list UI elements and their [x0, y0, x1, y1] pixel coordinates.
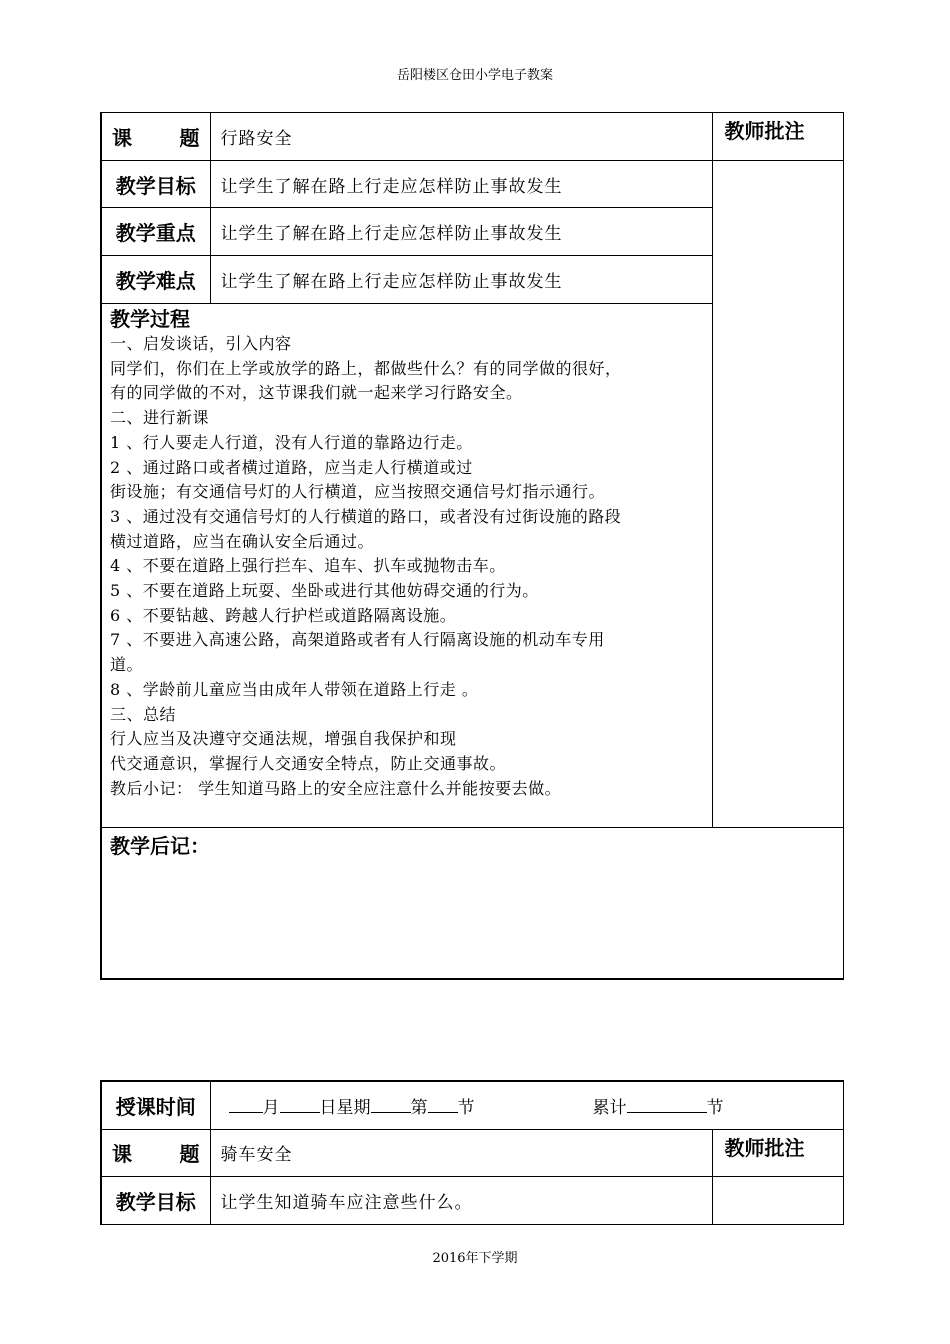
teacher-note-label-2: 教师批注 [712, 1129, 843, 1176]
goal-value: 让学生了解在路上行走应怎样防止事故发生 [210, 161, 712, 208]
process-lines [110, 332, 706, 801]
process-line: 三、总结 [110, 704, 177, 724]
process-line: 教后小记： 学生知道马路上的安全应注意什么并能按要去做。 [110, 778, 562, 798]
day-blank [280, 1094, 320, 1113]
process-line: 2 、通过路口或者横过道路，应当走人行横道或过 [110, 457, 473, 477]
topic-value-2: 骑车安全 [210, 1129, 712, 1176]
process-line: 二、进行新课 [110, 408, 210, 428]
teaching-process [101, 304, 712, 828]
difficulty-value: 让学生了解在路上行走应怎样防止事故发生 [210, 256, 712, 304]
month-text: 月 [262, 1097, 280, 1118]
key-point-label: 教学重点 [101, 208, 210, 256]
period-prefix: 第 [410, 1097, 428, 1118]
goal-label-2: 教学目标 [101, 1176, 210, 1224]
difficulty-label: 教学难点 [101, 256, 210, 304]
month-blank [229, 1094, 263, 1113]
process-line: 3 、通过没有交通信号灯的人行横道的路口，或者没有过街设施的路段 [110, 506, 622, 526]
process-line: 4 、不要在道路上强行拦车、追车、扒车或抛物击车。 [110, 556, 506, 576]
total-text: 累计 [592, 1097, 627, 1118]
process-line: 5 、不要在道路上玩耍、坐卧或进行其他妨碍交通的行为。 [110, 581, 539, 601]
process-line: 道。 [110, 655, 144, 675]
teacher-note-label: 教师批注 [712, 113, 843, 161]
goal-value-2: 让学生知道骑车应注意些什么。 [210, 1176, 712, 1224]
goal-label: 教学目标 [101, 161, 210, 208]
process-line: 同学们，你们在上学或放学的路上，都做些什么？有的同学做的很好， [110, 358, 622, 378]
teacher-note-area-2 [712, 1176, 843, 1224]
time-label: 授课时间 [101, 1081, 210, 1129]
period-blank [428, 1094, 458, 1113]
process-line: 街设施；有交通信号灯的人行横道，应当按照交通信号灯指示通行。 [110, 482, 606, 502]
process-heading: 教学过程 [110, 307, 190, 331]
process-line: 7 、不要进入高速公路，高架道路或者有人行隔离设施的机动车专用 [110, 630, 605, 650]
process-line: 一、启发谈话，引入内容 [110, 334, 292, 353]
lesson-plan-table-1 [100, 112, 844, 980]
process-line: 代交通意识，掌握行人交通安全特点，防止交通事故。 [110, 753, 507, 773]
process-line: 横过道路，应当在确认安全后通过。 [110, 531, 375, 551]
page-footer: 2016年下学期 [432, 1251, 518, 1266]
weekday-blank [371, 1094, 411, 1113]
period-text: 节 [457, 1097, 475, 1118]
page-header: 岳阳楼区仓田小学电子教案 [396, 68, 553, 83]
lesson-plan-table-2 [100, 1080, 844, 1225]
process-line: 1 、行人要走人行道，没有人行道的靠路边行走。 [110, 432, 473, 452]
topic-label: 课 题 [101, 113, 210, 161]
process-line: 8 、学龄前儿童应当由成年人带领在道路上行走 。 [110, 679, 479, 699]
postscript-label: 教学后记： [110, 834, 210, 858]
process-line: 6 、不要钻越、跨越人行护栏或道路隔离设施。 [110, 605, 457, 625]
teacher-note-area [712, 161, 843, 828]
key-point-value: 让学生了解在路上行走应怎样防止事故发生 [210, 208, 712, 256]
postscript-area [101, 828, 843, 979]
topic-value: 行路安全 [210, 113, 712, 161]
time-value [210, 1081, 843, 1129]
total-blank [627, 1094, 707, 1113]
process-line: 行人应当及决遵守交通法规，增强自我保护和现 [110, 729, 457, 749]
total-unit-text: 节 [706, 1097, 724, 1118]
topic-label-2: 课 题 [101, 1129, 210, 1176]
process-line: 有的同学做的不对，这节课我们就一起来学习行路安全。 [110, 383, 523, 403]
weekday-text: 日星期 [319, 1097, 371, 1118]
